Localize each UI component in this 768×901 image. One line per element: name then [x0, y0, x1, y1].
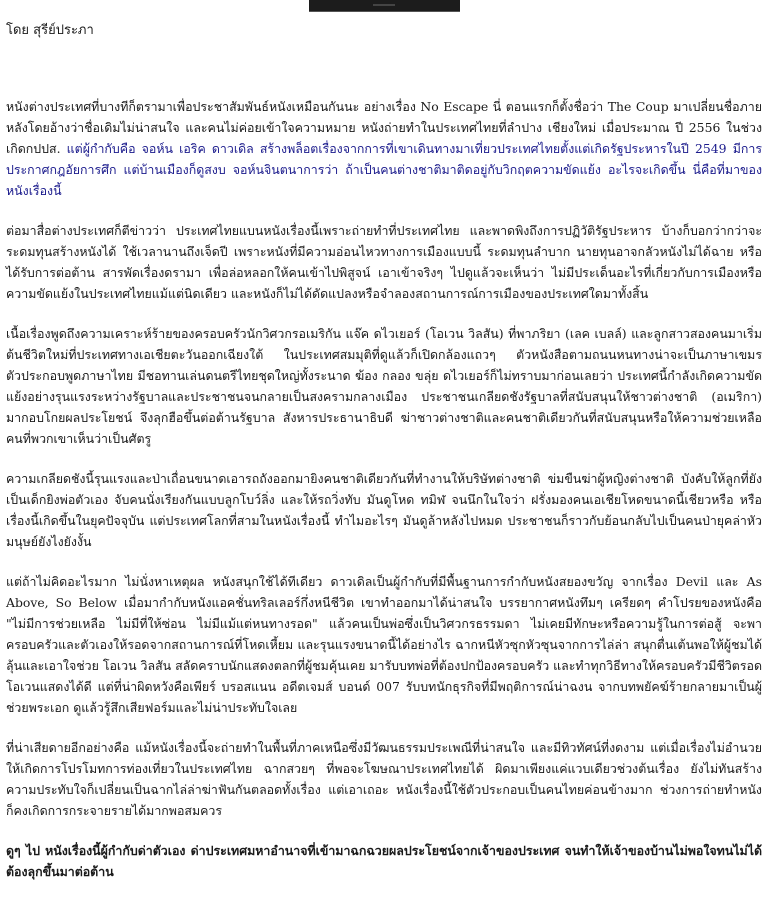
article-body [6, 96, 762, 901]
header-image [309, 0, 460, 12]
paragraph-text: ความเกลียดชังนี้รุนแรงและป่าเถื่อนขนาดเอารถถังออกมายิงคนชาติเดียวกันที่ทำงานให้บริษัทต่างชาติ ข่มขืนฆ่าผู้หญิงต่างชาติ บังคับให้ลูกที่ยังเป็นเด็กยิงพ่อตัวเอง จับคนนั่งเรียงกันแบบลูกโบว์ลิ่ง และให้รถวิ่งทับ มันดูโหด ทมิฬ จนนึกในใจว่า ฝรั่งมองคนเอเชียโหดขนาดนี้เชียวหรือ หรือเรื่องนี้เกิดขึ้นในยุคปัจจุบัน แต่ประเทศโลกที่สามในหนังเรื่องนี้ ทำไมอะไรๆ มันดูล้าหลังไปหมด ประชาชนก็ราวกับย้อนกลับไปเป็นคนป่ายุคล่าหัวมนุษย์ยังไงยังงั้น [6, 471, 762, 549]
article-paragraph-7 [6, 840, 762, 882]
article-paragraph-4 [6, 468, 762, 552]
paragraph-highlight: แต่ผู้กำกับคือ จอห์น เอริค ดาวเดิล สร้างพล็อตเรื่องจากการที่เขาเดินทางมาเที่ยวประเทศไทยตั้งแต่เกิดรัฐประหารในปี 2549 มีการประกาศกฎอัยการศึก แต่บ้านเมืองก็ดูสงบ จอห์นจินตนาการว่า ถ้าเป็นคนต่างชาติมาติดอยู่กับวิกฤตความขัดแย้ง อะไรจะเกิดขึ้น นี่คือที่มาของหนังเรื่องนี้ [6, 141, 762, 198]
paragraph-highlight: ดูๆ ไป หนังเรื่องนี้ผู้กำกับด่าตัวเอง ด่าประเทศมหาอำนาจที่เข้ามาฉกฉวยผลประโยชน์จากเจ้าของประเทศ จนทำให้เจ้าของบ้านไม่พอใจทนไม่ได้ ต้องลุกขึ้นมาต่อต้าน [6, 843, 762, 879]
paragraph-text: ต่อมาสื่อต่างประเทศก็ตีข่าวว่า ประเทศไทยแบนหนังเรื่องนี้เพราะถ่ายทำที่ประเทศไทย และพาดพิงถึงการปฏิวัติรัฐประหาร บ้างก็บอกว่ากว่าจะระดมทุนสร้างหนังได้ ใช้เวลานานถึงเจ็ดปี เพราะหนังที่มีความอ่อนไหวทางการเมืองแบบนี้ ระดมทุนลำบาก นายทุนอาจกลัวหนังไม่ได้ฉาย หรือได้รับการต่อต้าน สารพัดเรื่องดรามา เพื่อล่อหลอกให้คนเข้าไปพิสูจน์ เอาเข้าจริงๆ ไปดูแล้วจะเห็นว่า ไม่มีประเด็นอะไรที่เกี่ยวกับการเมืองหรือความขัดแย้งในประเทศไทยแม้แต่นิดเดียว และหนังก็ไม่ได้ดัดแปลงหรือจำลองสถานการณ์การเมืองของประเทศใดมาทั้งสิ้น [6, 223, 762, 301]
article-paragraph-6 [6, 737, 762, 821]
paragraph-text: ที่น่าเสียดายอีกอย่างคือ แม้หนังเรื่องนี้จะถ่ายทำในพื้นที่ภาคเหนือซึ่งมีวัฒนธรรมประเพณีที่น่าสนใจ และมีทิวทัศน์ที่งดงาม แต่เมื่อเรื่องไม่อำนวยให้เกิดการโปรโมทการท่องเที่ยวในประเทศไทย ฉากสวยๆ ที่พอจะโฆษณาประเทศไทยได้ ผิดมาเพียงแค่แวบเดียวช่วงต้นเรื่อง ยังไม่ทันสร้างความประทับใจก็เปลี่ยนเป็นฉากไล่ล่าฆ่าฟันกันตลอดทั้งเรื่อง แต่เอาเถอะ หนังเรื่องนี้ใช้ตัวประกอบเป็นคนไทยค่อนข้างมาก ช่วงการถ่ายทำหนัง ก็คงเกิดการกระจายรายได้มากพอสมควร [6, 740, 762, 818]
paragraph-text: แต่ถ้าไม่คิดอะไรมาก ไม่นั่งหาเหตุผล หนังสนุกใช้ได้ทีเดียว ดาวเดิลเป็นผู้กำกับที่มีพื้นฐานการกำกับหนังสยองขวัญ จากเรื่อง Devil และ As Above, So Below เมื่อมากำกับหนังแอคชั่นทริลเลอร์กึ่งหนีชีวิต เขาทำออกมาได้น่าสนใจ บรรยากาศหนังทึมๆ เครียดๆ คำโปรยของหนังคือ "ไม่มีการช่วยเหลือ ไม่มีที่ให้ซ่อน ไม่มีแม้แต่หนทางรอด" แล้วคนเป็นพ่อซึ่งเป็นวิศวกรธรรมดา ไม่เคยมีทักษะหรือความรู้ในการต่อสู้ จะพาครอบครัวและตัวเองให้รอดจากสถานการณ์ที่โหดเหี้ยม และรุนแรงขนาดนี้ได้อย่างไร ฉากหนีหัวซุกหัวซุนจากการไล่ล่า สนุกตื่นเต้นพอให้ผู้ชมได้ลุ้นและเอาใจช่วย โอเวน วิลสัน สลัดคราบนักแสดงตลกที่ผู้ชมคุ้นเคย มารับบทพ่อที่ต้องปกป้องครอบครัว และทำทุกวิธีทางให้ครอบครัวมีชีวิตรอด โอเวนแสดงได้ดี แต่ที่น่าผิดหวังคือเพียร์ บรอสแนน อดีตเจมส์ บอนด์ 007 รับบทนักธุรกิจที่มีพฤติการณ์น่าฉงน จากบทพยัคฆ์ร้ายกลายมาเป็นผู้ช่วยพระเอก ดูแล้วรู้สึกเสียฟอร์มและไม่น่าประทับใจเลย [6, 574, 762, 715]
paragraph-text: หนังต่างประเทศที่บางทีก็ตรามาเพื่อประชาสัมพันธ์หนังเหมือนกันนะ อย่างเรื่อง No Escape นี่ ตอนแรกก็ตั้งชื่อว่า The Coup มาเปลี่ยนชื่อภายหลังโดยอ้างว่าชื่อเดิมไม่น่าสนใจ และคนไม่ค่อยเข้าใจความหมาย หนังถ่ายทำในประเทศไทยที่ลำปาง เชียงใหม่ เมื่อประมาณ ปี 2556 ในช่วงเกิดกปปส. [6, 99, 762, 156]
article-paragraph-2 [6, 220, 762, 304]
byline: โดย สุรีย์ประภา [6, 23, 94, 38]
header-image-detail [373, 4, 395, 6]
article-paragraph-5 [6, 571, 762, 718]
paragraph-text: เนื้อเรื่องพูดถึงความเคราะห์ร้ายของครอบครัวนักวิศวกรอเมริกัน แจ๊ค ดไวเยอร์ (โอเวน วิลสัน) ที่พาภริยา (เลค เบลล์) และลูกสาวสองคนมาเริ่มต้นชีวิตใหม่ที่ประเทศทางเอเชียตะวันออกเฉียงใต้ ในประเทศสมมุติที่ดูแล้วก็เปิดกล้องแถวๆ ตัวหนังสือตามถนนหนทางน่าจะเป็นภาษาเขมร ตัวประกอบพูดภาษาไทย มีชอทานเล่นดนตรีไทยชุดใหญ่ทั้งระนาด ฆ้อง กลอง ขลุ่ย ดไวเยอร์ก็ไม่ทราบมาก่อนเลยว่า ประเทศนี้กำลังเกิดความขัดแย้งอย่างรุนแรงระหว่างรัฐบาลและประชาชนจนกลายเป็นสงครามกลางเมือง ประชาชนเกลียดชังรัฐบาลที่สนับสนุนให้ชาวต่างชาติ (อเมริกา) มากอบโกยผลประโยชน์ จึงลุกฮือขึ้นต่อต้านรัฐบาล สังหารประธานาธิบดี ฆ่าชาวต่างชาติและคนชาติเดียวกันที่สนับสนุนหรือให้ความช่วยเหลือคนที่พวกเขาเห็นว่าเป็นศัตรู [6, 326, 762, 446]
article-paragraph-1 [6, 96, 762, 201]
article-paragraph-3 [6, 323, 762, 449]
